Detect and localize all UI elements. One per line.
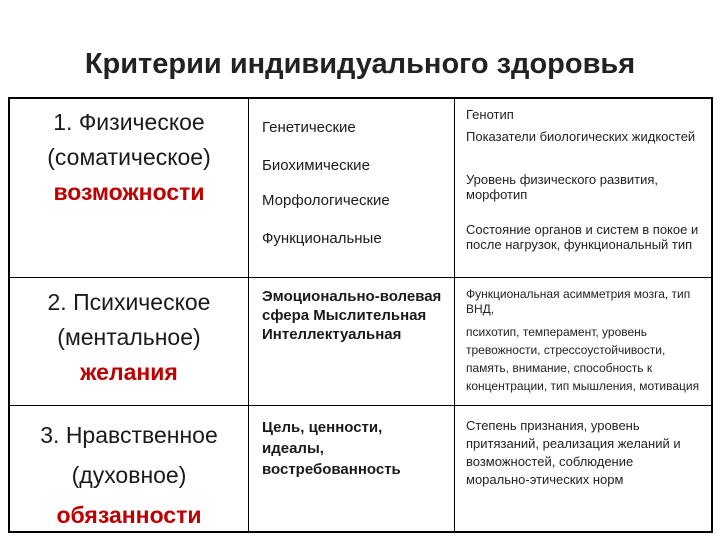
- row-physical-indicator-3: Уровень физического развития, морфотип: [466, 172, 659, 202]
- row-mental-label: [10, 285, 248, 390]
- row-divider-2: [10, 405, 711, 406]
- row-moral-indicators: Степень признания, уровень притязаний, реализация желаний и возможностей, соблюдение морально-этических норм: [466, 418, 681, 487]
- row-physical-label: [10, 105, 248, 210]
- row-moral-label: [10, 415, 248, 535]
- criteria-table: [8, 97, 713, 533]
- row-physical-indicator-1: Генотип: [466, 107, 514, 122]
- row-physical-indicator-2: Показатели биологических жидкостей: [466, 129, 696, 144]
- page-title: Критерии индивидуального здоровья: [84, 48, 636, 80]
- column-divider-1: [248, 99, 249, 531]
- row-physical-criterion-4: Функциональные: [262, 230, 382, 247]
- row-physical-indicator-4: Состояние органов и систем в покое и после нагрузок, функциональный тип: [466, 222, 699, 252]
- row-mental-title: 2. Психическое: [47, 289, 211, 315]
- row-physical-criterion-3: Морфологические: [262, 192, 390, 209]
- row-physical-title: 1. Физическое: [53, 109, 205, 135]
- row-mental-indicator-2: психотип, темперамент, уровень тревожности, стрессоустойчивости, память, внимание, способность к концентрации, тип мышления, мотивация: [466, 325, 700, 393]
- row-moral-title: 3. Нравственное: [40, 422, 218, 448]
- row-physical-keyword: возможности: [53, 179, 205, 205]
- row-mental-criteria: Эмоционально-волевая сфера Мыслительная Интеллектуальная: [262, 288, 442, 343]
- row-mental-subtitle: (ментальное): [57, 324, 201, 350]
- row-moral-keyword: обязанности: [56, 502, 202, 528]
- row-physical-criterion-1: Генетические: [262, 119, 356, 136]
- row-mental-indicator-1: Функциональная асимметрия мозга, тип ВНД,: [466, 287, 691, 316]
- column-divider-2: [454, 99, 455, 531]
- row-physical-subtitle: (соматическое): [47, 144, 211, 170]
- row-moral-subtitle: (духовное): [71, 462, 187, 488]
- row-moral-criteria: Цель, ценности, идеалы, востребованность: [262, 419, 401, 478]
- row-divider-1: [10, 277, 711, 278]
- row-physical-criterion-2: Биохимические: [262, 157, 370, 174]
- row-mental-keyword: желания: [80, 359, 178, 385]
